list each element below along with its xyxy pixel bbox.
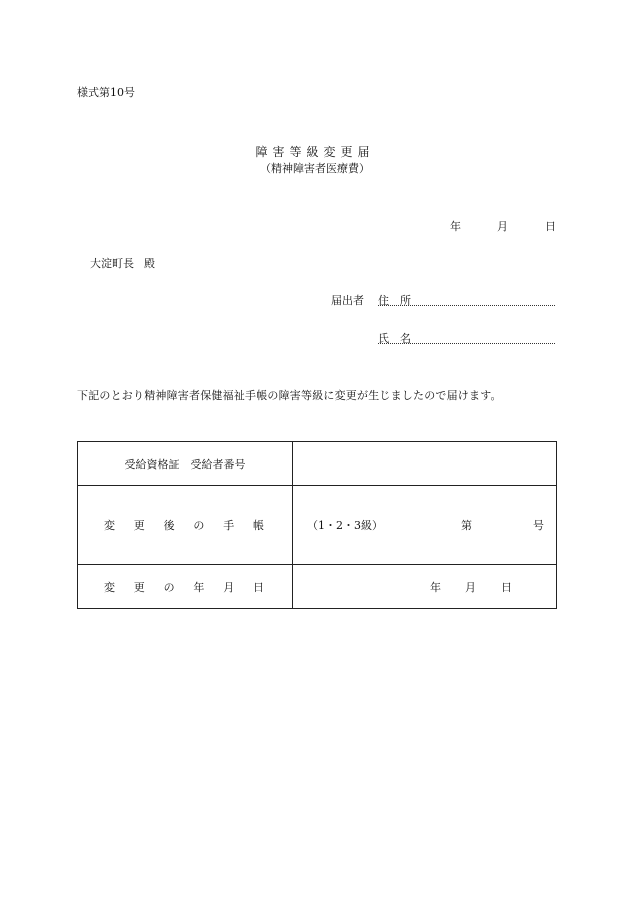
label-char: 月 xyxy=(223,580,235,594)
label-char: 手 xyxy=(223,519,235,532)
number-prefix: 第 xyxy=(461,519,472,532)
addressee xyxy=(90,255,155,271)
new-handbook-field[interactable] xyxy=(293,486,557,565)
addressee-suffix: 殿 xyxy=(144,257,155,270)
change-date-day-label: 日 xyxy=(501,580,512,594)
date-year-label: 年 xyxy=(450,220,461,233)
form-number: 様式第10号 xyxy=(77,86,135,99)
address-field[interactable] xyxy=(378,305,555,306)
label-char: 変 xyxy=(104,580,115,594)
name-field[interactable] xyxy=(378,343,555,344)
table-row xyxy=(78,565,557,609)
label-char: 日 xyxy=(252,580,264,594)
label-char: 後 xyxy=(163,519,175,532)
new-handbook-label xyxy=(78,486,293,565)
document-subtitle: （精神障害者医療費） xyxy=(260,162,370,175)
change-date-label xyxy=(78,565,293,609)
address-label: 住 所 xyxy=(378,294,411,307)
table-row xyxy=(78,486,557,565)
addressee-name: 大淀町長 xyxy=(90,257,134,270)
notifier-label: 届出者 xyxy=(331,294,364,307)
label-char: 年 xyxy=(193,580,205,594)
change-date-month-label: 月 xyxy=(465,580,476,594)
recipient-number-label: 受給資格証 受給者番号 xyxy=(78,442,293,486)
number-suffix: 号 xyxy=(533,519,544,532)
label-char: 変 xyxy=(104,519,115,532)
document-title: 障害等級変更届 xyxy=(255,145,375,159)
label-char: の xyxy=(193,519,205,532)
label-char: 更 xyxy=(133,519,145,532)
change-date-year-label: 年 xyxy=(430,580,441,594)
grade-options: （1・2・3級） xyxy=(307,519,383,532)
change-date-field[interactable] xyxy=(293,565,557,609)
recipient-number-field[interactable] xyxy=(293,442,557,486)
table-row xyxy=(78,442,557,486)
form-table xyxy=(77,441,557,609)
date-month-label: 月 xyxy=(497,220,508,233)
label-char: の xyxy=(163,580,175,594)
label-char: 帳 xyxy=(252,519,264,532)
label-char: 更 xyxy=(133,580,145,594)
statement-text: 下記のとおり精神障害者保健福祉手帳の障害等級に変更が生じましたので届けます。 xyxy=(77,389,502,402)
name-label: 氏 名 xyxy=(378,332,411,345)
date-day-label: 日 xyxy=(545,220,556,233)
